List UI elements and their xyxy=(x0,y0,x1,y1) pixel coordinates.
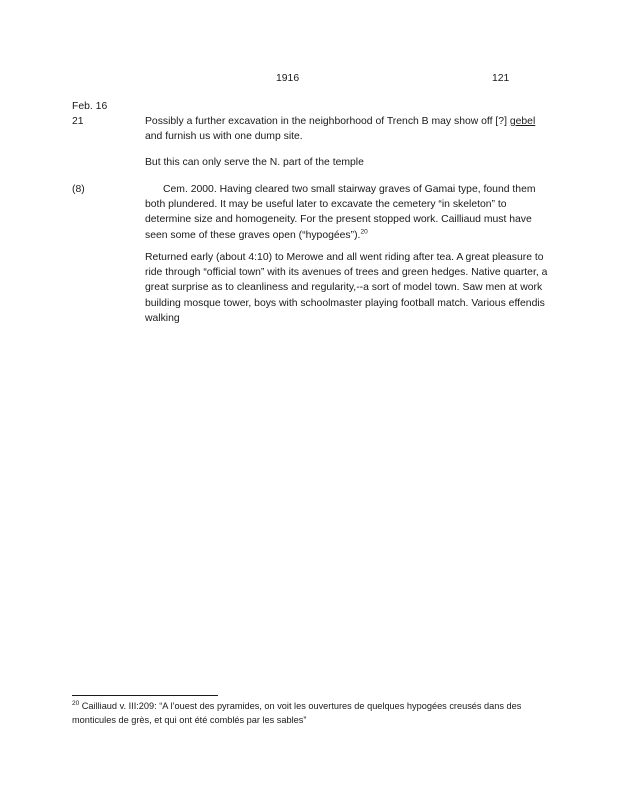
entry-paragraph-2: But this can only serve the N. part of the temple xyxy=(145,157,364,168)
entry-paragraph-3-text: Cem. 2000. Having cleared two small stairway graves of Gamai type, found them both plundered. It may be useful later to excavate the cemetery “in skeleton” to determine size and homogeneity. For the present stopped work. Cailliaud must have seen some of these graves open (“hypogées”). xyxy=(145,184,536,241)
entry-paragraph-1 xyxy=(145,114,555,144)
page-number: 121 xyxy=(492,73,510,84)
entry-paragraph-1-before: Possibly a further excavation in the neighborhood of Trench B may show off [?] xyxy=(145,116,510,127)
margin-entry-number: (8) xyxy=(72,184,85,195)
footnote-marker: 20 xyxy=(72,699,80,707)
footnote xyxy=(72,700,552,727)
entry-paragraph-1-after: and furnish us with one dump site. xyxy=(145,131,303,143)
entry-paragraph-3 xyxy=(145,182,555,243)
header-year: 1916 xyxy=(276,73,300,84)
footnote-reference: 20 xyxy=(360,228,368,236)
footnote-text: Cailliaud v. III:209: “A l’ouest des pyramides, on voit les ouvertures de quelques hypogées creusés dans des monticules de grès, et qui ont été comblés par les sables” xyxy=(72,701,522,725)
margin-date-day: 21 xyxy=(72,116,84,127)
underlined-word: gebel xyxy=(509,116,536,127)
footnote-divider xyxy=(72,695,218,696)
margin-date-month: Feb. 16 xyxy=(72,101,108,112)
entry-paragraph-4: Returned early (about 4:10) to Merowe and all went riding after tea. A great pleasure to ride through “official town” with its avenues of trees and green hedges. Native quarter, a great surprise as to cleanliness and regularity,--a sort of model town. Saw men at work building mosque tower, boys with schoolmaster playing football match. Various effendis walking xyxy=(145,252,548,324)
